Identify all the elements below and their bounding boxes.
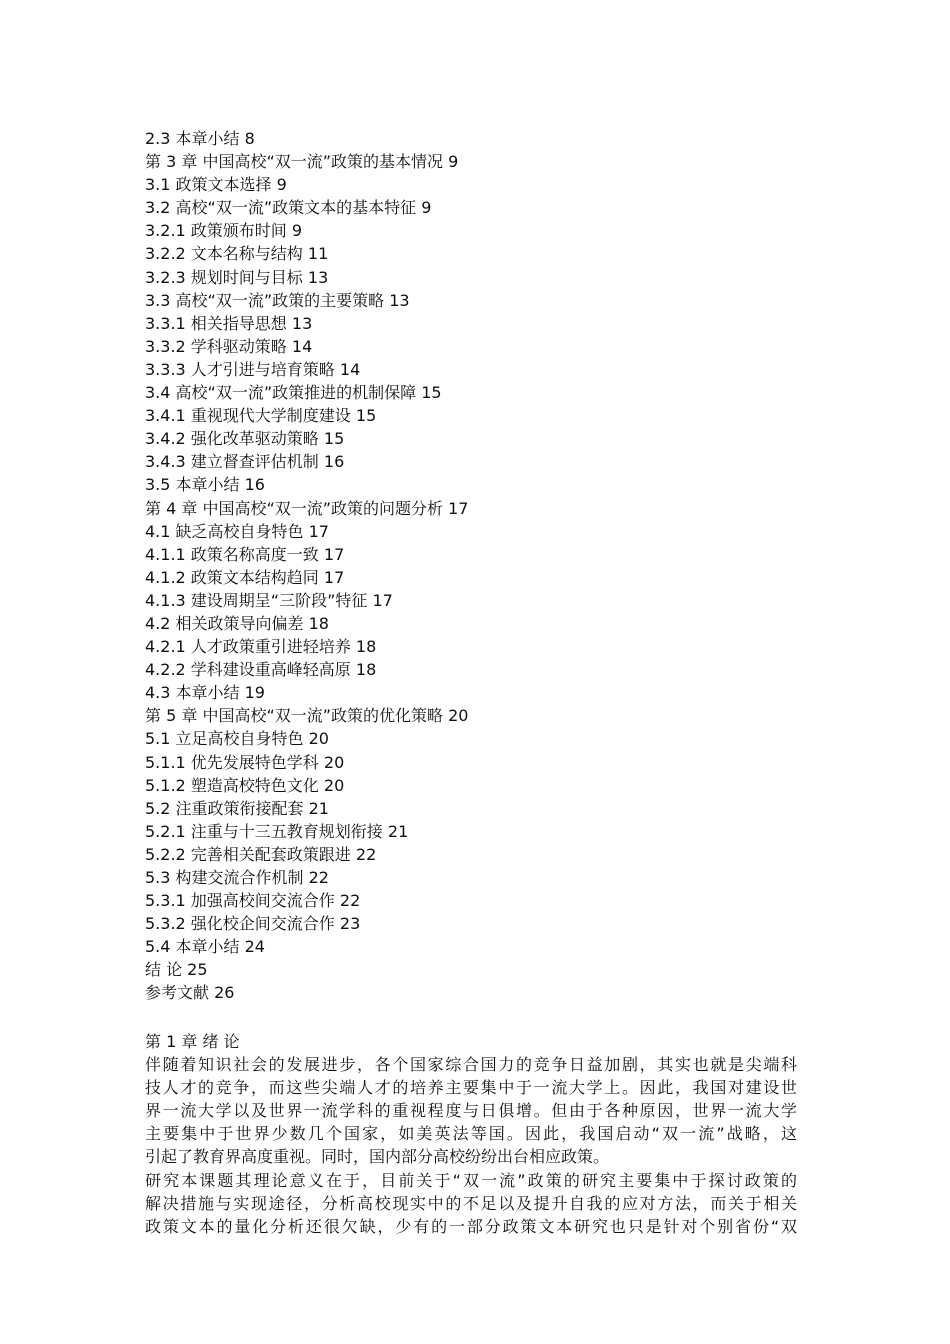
toc-entry[interactable]: 4.1.3 建设周期呈“三阶段”特征 17 bbox=[145, 590, 393, 610]
toc-entry[interactable]: 3.3.1 相关指导思想 13 bbox=[145, 313, 313, 333]
toc-entry[interactable]: 5.3.1 加强高校间交流合作 22 bbox=[145, 891, 361, 911]
toc-entry[interactable]: 3.2.3 规划时间与目标 13 bbox=[145, 267, 329, 287]
paragraph-line: 解决措施与实现途径，分析高校现实中的不足以及提升自我的应对方法，而关于相关 bbox=[145, 1193, 797, 1213]
toc-entry[interactable]: 5.1.2 塑造高校特色文化 20 bbox=[145, 775, 345, 795]
chapter-heading: 第 1 章 绪 论 bbox=[145, 1032, 240, 1051]
toc-entry[interactable]: 3.4.3 建立督查评估机制 16 bbox=[145, 452, 345, 472]
toc-entry[interactable]: 参考文献 26 bbox=[145, 983, 235, 1003]
toc-entry[interactable]: 3.3 高校“双一流”政策的主要策略 13 bbox=[145, 290, 410, 310]
toc-entry[interactable]: 3.3.2 学科驱动策略 14 bbox=[145, 336, 313, 356]
toc-entry[interactable]: 第 5 章 中国高校“双一流”政策的优化策略 20 bbox=[145, 706, 469, 726]
toc-entry[interactable]: 5.2 注重政策衔接配套 21 bbox=[145, 798, 329, 818]
toc-entry[interactable]: 5.2.1 注重与十三五教育规划衔接 21 bbox=[145, 821, 409, 841]
toc-entry[interactable]: 第 4 章 中国高校“双一流”政策的问题分析 17 bbox=[145, 498, 469, 518]
toc-entry[interactable]: 3.2.2 文本名称与结构 11 bbox=[145, 244, 329, 264]
toc-entry[interactable]: 4.3 本章小结 19 bbox=[145, 683, 265, 703]
paragraph-line: 界一流大学以及世界一流学科的重视程度与日俱增。但由于各种原因，世界一流大学 bbox=[145, 1101, 797, 1121]
toc-entry[interactable]: 4.2 相关政策导向偏差 18 bbox=[145, 613, 329, 633]
paragraph-2 bbox=[145, 1169, 797, 1238]
toc-entry[interactable]: 3.4.1 重视现代大学制度建设 15 bbox=[145, 406, 377, 426]
chapter-1-body bbox=[145, 1030, 797, 1238]
paragraph-line: 研究本课题其理论意义在于，目前关于“双一流”政策的研究主要集中于探讨政策的 bbox=[145, 1170, 797, 1190]
toc-entry[interactable]: 4.1 缺乏高校自身特色 17 bbox=[145, 521, 329, 541]
toc-entry[interactable]: 结 论 25 bbox=[145, 960, 208, 980]
toc-entry[interactable]: 3.1 政策文本选择 9 bbox=[145, 175, 287, 195]
paragraph-line: 技人才的竞争，而这些尖端人才的培养主要集中于一流大学上。因此，我国对建设世 bbox=[145, 1078, 797, 1098]
paragraph-1 bbox=[145, 1053, 797, 1168]
toc-entry[interactable]: 5.1 立足高校自身特色 20 bbox=[145, 729, 329, 749]
toc-entry[interactable]: 4.1.1 政策名称高度一致 17 bbox=[145, 544, 345, 564]
toc-entry[interactable]: 5.2.2 完善相关配套政策跟进 22 bbox=[145, 844, 377, 864]
toc-entry[interactable]: 3.2 高校“双一流”政策文本的基本特征 9 bbox=[145, 198, 432, 218]
paragraph-line: 主要集中于世界少数几个国家，如美英法等国。因此，我国启动“双一流”战略，这 bbox=[145, 1124, 797, 1144]
toc-entry[interactable]: 3.4.2 强化改革驱动策略 15 bbox=[145, 429, 345, 449]
paragraph-line: 政策文本的量化分析还很欠缺，少有的一部分政策文本研究也只是针对个别省份“双 bbox=[145, 1216, 797, 1236]
toc-entry[interactable]: 4.1.2 政策文本结构趋同 17 bbox=[145, 567, 345, 587]
toc-entry[interactable]: 3.4 高校“双一流”政策推进的机制保障 15 bbox=[145, 383, 442, 403]
toc-entry[interactable]: 3.5 本章小结 16 bbox=[145, 475, 265, 495]
toc-entry[interactable]: 3.2.1 政策颁布时间 9 bbox=[145, 221, 303, 241]
toc-entry[interactable]: 5.3 构建交流合作机制 22 bbox=[145, 868, 329, 887]
toc-entry[interactable]: 5.4 本章小结 24 bbox=[145, 937, 265, 957]
toc-entry[interactable]: 4.2.2 学科建设重高峰轻高原 18 bbox=[145, 660, 377, 680]
toc-entry[interactable]: 5.1.1 优先发展特色学科 20 bbox=[145, 752, 345, 772]
toc-entry[interactable]: 2.3 本章小结 8 bbox=[145, 129, 255, 148]
paragraph-line: 伴随着知识社会的发展进步，各个国家综合国力的竞争日益加剧，其实也就是尖端科 bbox=[145, 1055, 797, 1075]
toc-entry[interactable]: 4.2.1 人才政策重引进轻培养 18 bbox=[145, 637, 377, 657]
toc-entry[interactable]: 第 3 章 中国高校“双一流”政策的基本情况 9 bbox=[145, 152, 459, 172]
table-of-contents bbox=[145, 127, 805, 1005]
toc-entry[interactable]: 3.3.3 人才引进与培育策略 14 bbox=[145, 359, 361, 379]
paragraph-line: 引起了教育界高度重视。同时，国内部分高校纷纷出台相应政策。 bbox=[145, 1147, 610, 1167]
toc-entry[interactable]: 5.3.2 强化校企间交流合作 23 bbox=[145, 914, 361, 934]
